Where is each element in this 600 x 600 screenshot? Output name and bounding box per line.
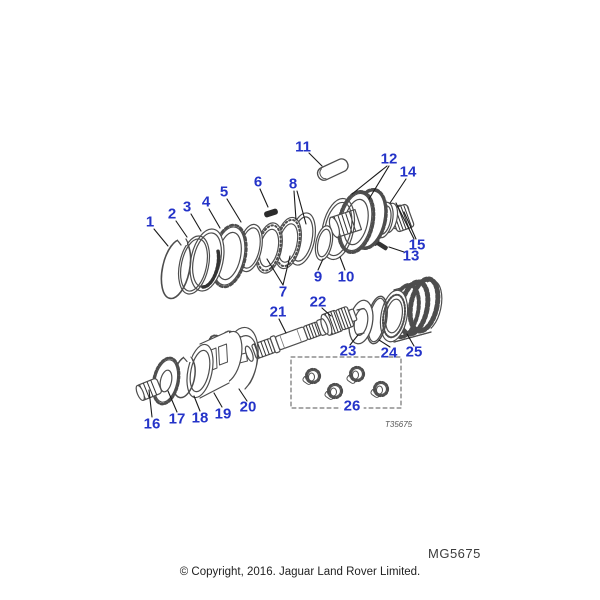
part-11-pin (316, 157, 350, 182)
copyright-text: © Copyright, 2016. Jaguar Land Rover Limited. (179, 566, 421, 578)
callout-19: 19 (214, 405, 232, 423)
pinion-gear (324, 384, 342, 400)
callout-6: 6 (253, 173, 263, 191)
callout-25: 25 (405, 343, 423, 361)
callout-22: 22 (309, 293, 327, 311)
leader-6 (260, 189, 268, 207)
callout-11: 11 (295, 138, 311, 156)
leader-14 (390, 179, 406, 203)
leader-11 (309, 153, 322, 166)
part-19-carrier (183, 329, 246, 400)
drawing-code: T35675 (385, 420, 413, 429)
callout-26: 26 (341, 399, 364, 414)
callout-3: 3 (182, 198, 192, 216)
pinion-gear (346, 367, 364, 384)
part-6-pin (263, 208, 278, 218)
leader-21 (279, 319, 286, 333)
callout-12: 12 (380, 150, 398, 168)
leader-3 (191, 214, 201, 231)
callout-10: 10 (337, 268, 355, 286)
upper-assembly (157, 157, 415, 301)
callout-8: 8 (288, 175, 298, 193)
callout-24: 24 (380, 344, 398, 362)
callout-16: 16 (143, 415, 161, 433)
leader-2 (176, 221, 187, 237)
callout-23: 23 (339, 342, 357, 360)
callout-4: 4 (201, 193, 211, 211)
pinion-gear (302, 369, 320, 385)
part-number: MG5675 (428, 546, 481, 561)
leader-5 (227, 199, 241, 222)
callout-5: 5 (219, 183, 229, 201)
callout-2: 2 (167, 205, 177, 223)
callout-9: 9 (313, 268, 323, 286)
lower-left-assembly (134, 328, 258, 407)
leader-4 (209, 209, 220, 228)
callout-18: 18 (191, 409, 209, 427)
callout-15: 15 (408, 236, 426, 254)
callout-14: 14 (399, 163, 417, 181)
callout-1: 1 (145, 213, 155, 231)
callout-20: 20 (239, 398, 257, 416)
callout-13: 13 (402, 247, 420, 265)
callout-21: 21 (269, 303, 287, 321)
callout-7: 7 (278, 283, 288, 301)
pinion-gear (370, 382, 388, 398)
callout-17: 17 (168, 410, 186, 428)
leader-1 (154, 229, 168, 246)
